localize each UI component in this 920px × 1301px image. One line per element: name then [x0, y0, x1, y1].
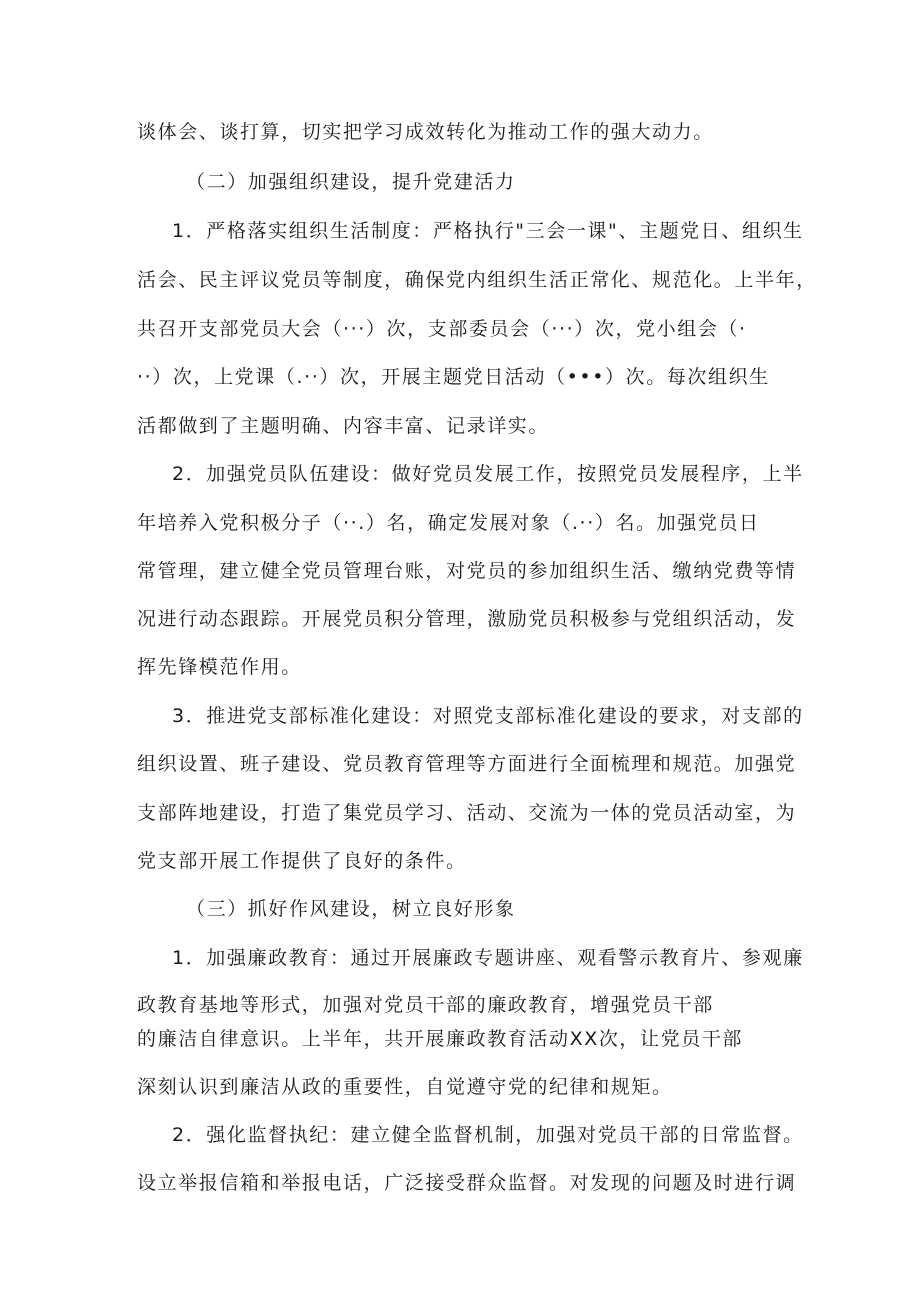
text-line: 年培养入党积极分子（··.）名，确定发展对象（.··）名。加强党员日: [137, 512, 760, 534]
text-line: 3．推进党支部标准化建设：对照党支部标准化建设的要求，对支部的: [172, 705, 804, 727]
text-line: 挥先锋模范作用。: [137, 656, 302, 678]
text-line: 活会、民主评议党员等制度，确保党内组织生活正常化、规范化。上半年，: [137, 269, 817, 291]
text-line: 1．严格落实组织生活制度：严格执行"三会一课"、主题党日、组织生: [172, 220, 804, 242]
text-line: 谈体会、谈打算，切实把学习成效转化为推动工作的强大动力。: [137, 121, 714, 143]
section-heading: （三）抓好作风建设，树立良好形象: [186, 898, 516, 920]
text-line: 组织设置、班子建设、党员教育管理等方面进行全面梳理和规范。加强党: [137, 753, 797, 775]
text-line: 常管理，建立健全党员管理台账，对党员的参加组织生活、缴纳党费等情: [137, 560, 797, 582]
text-line: 活都做到了主题明确、内容丰富、记录详实。: [137, 415, 550, 437]
text-line: 的廉洁自律意识。上半年，共开展廉政教育活动XX次，让党员干部: [137, 1028, 744, 1050]
text-line: 深刻认识到廉洁从政的重要性，自觉遵守党的纪律和规矩。: [137, 1076, 673, 1098]
text-line: 设立举报信箱和举报电话，广泛接受群众监督。对发现的问题及时进行调: [137, 1172, 797, 1194]
text-line: 共召开支部党员大会（···）次，支部委员会（···）次，党小组会（·: [137, 318, 747, 340]
text-line: 2．强化监督执纪：建立健全监督机制，加强对党员干部的日常监督。: [172, 1124, 804, 1146]
text-line: 1．加强廉政教育：通过开展廉政专题讲座、观看警示教育片、参观廉: [172, 947, 804, 969]
text-line: 党支部开展工作提供了良好的条件。: [137, 850, 467, 872]
text-line: ··）次，上党课（.··）次，开展主题党日活动（•••）次。每次组织生: [137, 366, 770, 388]
text-line: 况进行动态跟踪。开展党员积分管理，激励党员积极参与党组织活动，发: [137, 608, 797, 630]
text-line: 2．加强党员队伍建设：做好党员发展工作，按照党员发展程序，上半: [172, 463, 804, 485]
text-line: 支部阵地建设，打造了集党员学习、活动、交流为一体的党员活动室，为: [137, 802, 797, 824]
section-heading: （二）加强组织建设，提升党建活力: [186, 171, 516, 193]
text-line: 政教育基地等形式，加强对党员干部的廉政教育，增强党员干部: [137, 994, 714, 1016]
